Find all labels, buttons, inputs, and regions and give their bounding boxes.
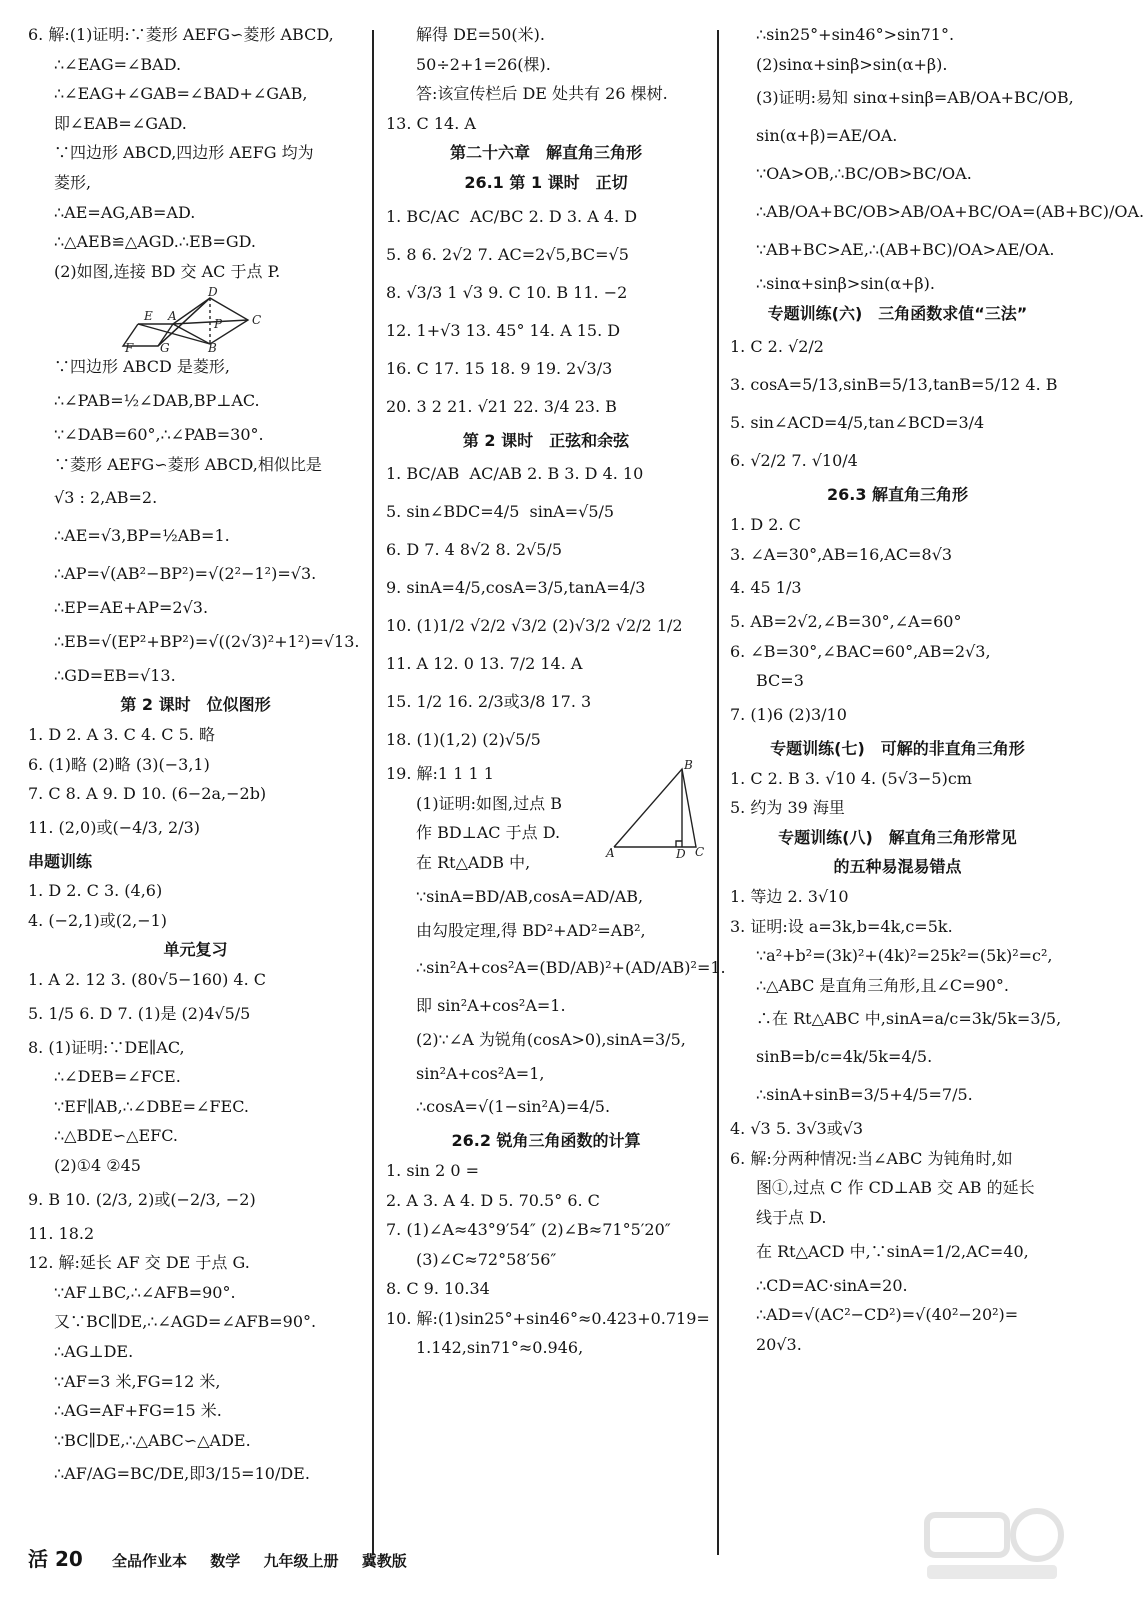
answer-line: 1. D 2. C [730,514,801,534]
answer-line: 1. BC/AC AC/BC 2. D 3. A 4. D [386,206,638,226]
answer-line: 8. √3/3 1 √3 9. C 10. B 11. −2 [386,282,628,302]
answer-line: (2)∵∠A 为锐角(cosA>0),sinA=3/5, [416,1029,686,1049]
answer-line: 即 sin²A+cos²A=1. [416,996,566,1016]
rhombus-figure [28,285,363,356]
answer-line: ∴AP=√(AB²−BP²)=√(2²−1²)=√3. [54,564,317,584]
book-edition: 冀教版 [361,1552,407,1570]
answer-line: 8. (1)证明:∵DE∥AC, [28,1037,185,1057]
answer-line: 1. D 2. C 3. (4,6) [28,881,163,901]
section-heading: 串题训练 [28,851,93,871]
column-divider-2 [717,30,719,1555]
answer-line: ∴GD=EB=√13. [54,665,176,685]
answer-line: (2)①4 ②45 [54,1156,141,1176]
answer-line: 15. 1/2 16. 2/3或3/8 17. 3 [386,692,592,712]
answer-line: 4. √3 5. 3√3或√3 [730,1119,864,1139]
answer-line: ∵BC∥DE,∴△ABC∽△ADE. [54,1430,251,1450]
answer-line: ∵a²+b²=(3k)²+(4k)²=25k²=(5k)²=c², [756,946,1053,966]
q19-block [386,759,706,877]
answer-line: sin(α+β)=AE/OA. [756,126,898,146]
label-D: D [208,285,218,300]
section-heading: 26.3 解直角三角形 [826,485,969,505]
label-E: E [144,309,153,324]
answer-line: 6. √2/2 7. √10/4 [730,451,858,471]
label-A: A [606,846,615,861]
answer-line: ∴CD=AC·sinA=20. [756,1275,908,1295]
answer-line: ∴EB=√(EP²+BP²)=√((2√3)²+1²)=√13. [54,631,360,651]
chapter-heading: 第二十六章 解直角三角形 [449,143,642,163]
answer-line: ∵菱形 AEFG∽菱形 ABCD,相似比是 [54,454,322,474]
book-series: 全品作业本 [112,1552,188,1570]
answer-line: 1. 等边 2. 3√10 [730,886,849,906]
answer-line: ∵sinA=BD/AB,cosA=AD/AB, [416,886,644,906]
answer-line: 9. sinA=4/5,cosA=3/5,tanA=4/3 [386,578,646,598]
answer-line: 13. C 14. A [386,113,476,133]
answer-line: (2)如图,连接 BD 交 AC 于点 P. [54,261,281,281]
answer-line: ∴AG⊥DE. [54,1342,134,1361]
answer-line: 3. 证明:设 a=3k,b=4k,c=5k. [730,916,953,936]
answer-line: ∴△AEB≌△AGD.∴EB=GD. [54,232,257,252]
answer-line: 1. C 2. √2/2 [730,337,824,357]
answer-line: 作 BD⊥AC 于点 D. [416,823,561,843]
answer-line: 6. D 7. 4 8√2 8. 2√5/5 [386,540,562,560]
section-heading: 第 2 课时 位似图形 [120,695,271,715]
answer-line: (3)∠C≈72°58′56″ [416,1249,557,1269]
answer-line: 20. 3 2 21. √21 22. 3/4 23. B [386,396,617,416]
answer-line: 1. C 2. B 3. √10 4. (5√3−5)cm [730,768,972,788]
answer-line: ∴∠PAB=½∠DAB,BP⊥AC. [54,390,260,410]
answer-line: ∴AB/OA+BC/OB>AB/OA+BC/OA=(AB+BC)/OA. [756,202,1144,222]
answer-line: sinB=b/c=4k/5k=4/5. [756,1047,933,1067]
answer-line: BC=3 [756,671,804,691]
answer-line: 6. 解:分两种情况:当∠ABC 为钝角时,如 [730,1148,1013,1168]
answer-line: (1)证明:如图,过点 B [416,793,562,813]
section-heading: 26.2 锐角三角函数的计算 [451,1131,641,1151]
answer-line: ∴∠DEB=∠FCE. [54,1067,181,1087]
answer-line: 1.142,sin71°≈0.946, [416,1338,584,1358]
label-B: B [684,758,693,773]
answer-line: ∴AE=AG,AB=AD. [54,202,196,222]
answer-line: 4. 45 1/3 [730,578,802,598]
answer-line: 图①,过点 C 作 CD⊥AB 交 AB 的延长 [756,1178,1035,1198]
triangle-diagram [604,758,705,862]
answer-line: 5. 1/5 6. D 7. (1)是 (2)4√5/5 [28,1003,251,1023]
answer-line: 5. 约为 39 海里 [730,798,845,818]
answer-line: 1. A 2. 12 3. (80√5−160) 4. C [28,970,266,990]
answer-line: 11. 18.2 [28,1223,95,1243]
answer-line: 3. ∠A=30°,AB=16,AC=8√3 [730,544,953,564]
answer-line: ∴sin25°+sin46°>sin71°. [756,25,955,44]
answer-line: 解得 DE=50(米). [416,25,545,44]
section-heading: 的五种易混易错点 [833,857,962,877]
answer-line: 12. 1+√3 13. 45° 14. A 15. D [386,320,621,340]
answer-line: 答:该宣传栏后 DE 处共有 26 棵树. [416,84,668,104]
answer-line: 线于点 D. [756,1208,827,1228]
answer-line: ∴AF/AG=BC/DE,即3/15=10/DE. [54,1464,310,1484]
answer-line: ∴sin²A+cos²A=(BD/AB)²+(AD/AB)²=1. [416,958,726,978]
answer-line: ∴AD=√(AC²−CD²)=√(40²−20²)= [756,1305,1019,1325]
answer-line: ∵OA>OB,∴BC/OB>BC/OA. [756,164,972,184]
answer-line: 10. (1)1/2 √2/2 √3/2 (2)√3/2 √2/2 1/2 [386,616,683,636]
label-C: C [252,313,262,328]
answer-line: ∵EF∥AB,∴∠DBE=∠FEC. [54,1096,249,1116]
answer-line: ∴∠EAG+∠GAB=∠BAD+∠GAB, [54,84,308,104]
answer-line: 1. BC/AB AC/AB 2. B 3. D 4. 10 [386,464,644,484]
answer-line: 12. 解:延长 AF 交 DE 于点 G. [28,1253,250,1273]
answer-line: ∴EP=AE+AP=2√3. [54,598,209,618]
answer-line: 18. (1)(1,2) (2)√5/5 [386,730,541,750]
answer-line: sin²A+cos²A=1, [416,1063,545,1083]
label-C: C [695,845,705,860]
answer-line: (3)证明:易知 sinα+sinβ=AB/OA+BC/OB, [756,88,1074,108]
column-divider-1 [372,30,374,1555]
answer-line: 10. 解:(1)sin25°+sin46°≈0.423+0.719= [386,1308,710,1328]
answer-line: 19. 解:1 1 1 1 [386,764,494,784]
answer-line: 5. sin∠BDC=4/5 sinA=√5/5 [386,502,615,522]
answer-line: 5. 8 6. 2√2 7. AC=2√5,BC=√5 [386,244,629,264]
answer-line: ∴∠EAG=∠BAD. [54,54,182,74]
section-heading: 专题训练(八) 解直角三角形常见 [778,827,1017,847]
answer-line: 即∠EAB=∠GAD. [54,113,187,133]
label-B: B [208,341,217,356]
answer-line: 7. (1)6 (2)3/10 [730,704,847,724]
answer-column-1 [28,20,363,1493]
answer-line: 16. C 17. 15 18. 9 19. 2√3/3 [386,358,613,378]
answer-line: ∴AG=AF+FG=15 米. [54,1401,222,1421]
answer-line: 2. A 3. A 4. D 5. 70.5° 6. C [386,1190,600,1210]
section-heading: 专题训练(六) 三角函数求值“三法” [767,303,1028,323]
answer-line: 7. (1)∠A≈43°9′54″ (2)∠B≈71°5′20″ [386,1220,671,1240]
answer-line: 9. B 10. (2/3, 2)或(−2/3, −2) [28,1189,256,1209]
answer-column-2 [386,20,726,1363]
answer-line: ∴cosA=√(1−sin²A)=4/5. [416,1097,611,1117]
label-F: F [125,341,134,356]
answer-line: 6. (1)略 (2)略 (3)(−3,1) [28,754,210,774]
page-number: 活 20 [28,1547,83,1571]
answer-line: 8. C 9. 10.34 [386,1279,490,1299]
book-grade: 九年级上册 [263,1552,339,1570]
answer-line: 7. C 8. A 9. D 10. (6−2a,−2b) [28,784,267,804]
answer-line: 1. D 2. A 3. C 4. C 5. 略 [28,724,215,744]
section-heading: 单元复习 [163,940,228,960]
answer-line: ∵四边形 ABCD 是菱形, [54,357,230,377]
answer-line: ∴AE=√3,BP=½AB=1. [54,526,230,546]
answer-line: ∵AF⊥BC,∴∠AFB=90°. [54,1282,236,1302]
answer-line: ∴在 Rt△ABC 中,sinA=a/c=3k/5k=3/5, [756,1009,1062,1029]
answer-line: ∵四边形 ABCD,四边形 AEFG 均为 [54,143,314,163]
answer-line: 50÷2+1=26(棵). [416,54,551,74]
answer-column-3 [730,20,1144,1359]
answer-line: 6. 解:(1)证明:∵菱形 AEFG∽菱形 ABCD, [28,25,334,44]
answer-line: 由勾股定理,得 BD²+AD²=AB², [416,920,646,940]
watermark-logo [917,1505,1067,1585]
answer-line: 在 Rt△ADB 中, [416,852,531,872]
answer-line: 11. A 12. 0 13. 7/2 14. A [386,654,583,674]
answer-line: ∵∠DAB=60°,∴∠PAB=30°. [54,424,264,444]
label-G: G [160,341,170,356]
section-heading: 26.1 第 1 课时 正切 [464,172,628,192]
answer-line: 5. AB=2√2,∠B=30°,∠A=60° [730,612,962,632]
answer-line: 在 Rt△ACD 中,∵sinA=1/2,AC=40, [756,1241,1029,1261]
label-A: A [168,309,177,324]
answer-line: ∵AB+BC>AE,∴(AB+BC)/OA>AE/OA. [756,240,1055,260]
page-footer [28,1543,728,1573]
label-D: D [676,847,686,862]
answer-line: 5. sin∠ACD=4/5,tan∠BCD=3/4 [730,413,985,433]
answer-line: ∴sinA+sinB=3/5+4/5=7/5. [756,1085,973,1105]
answer-line: 11. (2,0)或(−4/3, 2/3) [28,817,201,837]
answer-line: 1. sin 2 0 = [386,1160,480,1180]
answer-line: ∴sinα+sinβ>sin(α+β). [756,274,935,294]
answer-line: √3 : 2,AB=2. [54,488,158,508]
answer-line: ∵AF=3 米,FG=12 米, [54,1371,221,1391]
answer-line: 菱形, [54,172,92,192]
answer-line: 又∵BC∥DE,∴∠AGD=∠AFB=90°. [54,1312,317,1332]
answer-line: (2)sinα+sinβ>sin(α+β). [756,54,948,74]
answer-line: ∴△BDE∽△EFC. [54,1126,178,1146]
answer-line: 6. ∠B=30°,∠BAC=60°,AB=2√3, [730,641,991,661]
answer-line: ∴△ABC 是直角三角形,且∠C=90°. [756,975,1010,995]
rhombus-diagram [28,285,363,356]
answer-line: 4. (−2,1)或(2,−1) [28,910,168,930]
answer-line: 3. cosA=5/13,sinB=5/13,tanB=5/12 4. B [730,375,1058,395]
book-subject: 数学 [210,1552,241,1570]
answer-line: 20√3. [756,1334,802,1354]
section-heading: 专题训练(七) 可解的非直角三角形 [770,738,1025,758]
label-P: P [214,317,223,332]
section-heading: 第 2 课时 正弦和余弦 [462,430,630,450]
